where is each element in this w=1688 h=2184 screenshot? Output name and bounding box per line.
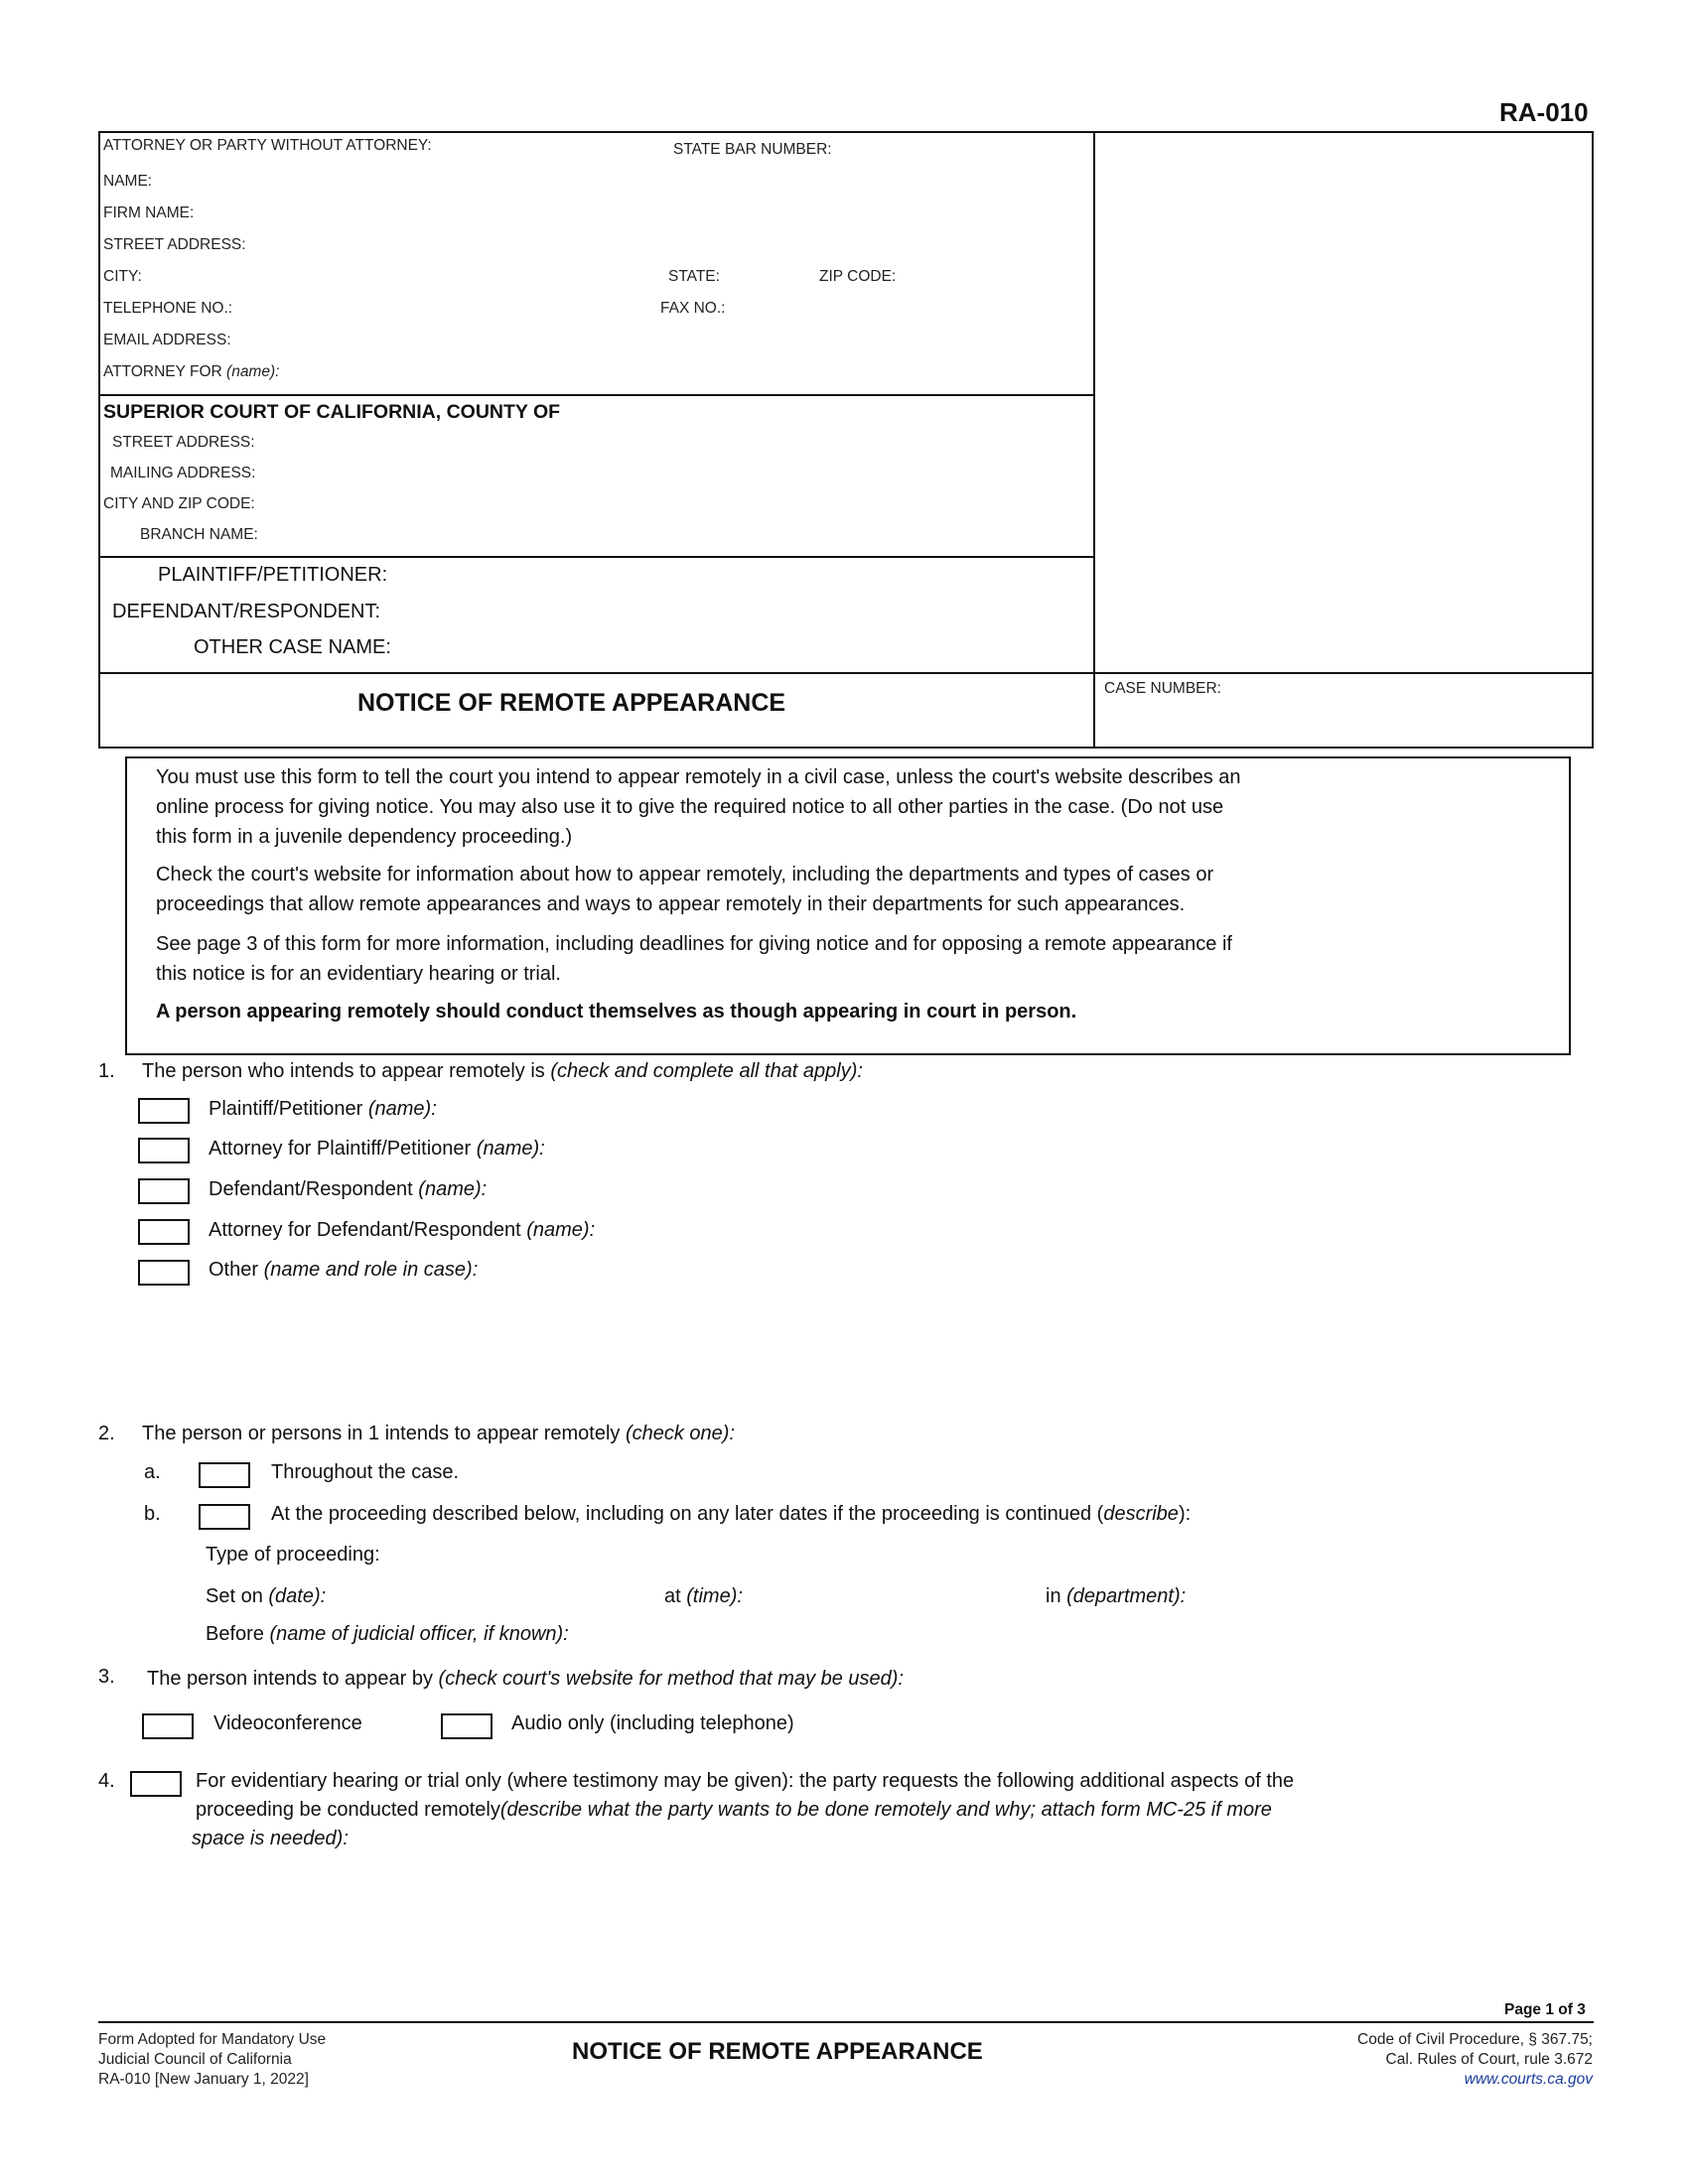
attorney-for-label — [103, 363, 279, 381]
videoconference-label: Videoconference — [213, 1712, 362, 1734]
page-number: Page 1 of 3 — [1504, 2001, 1586, 2018]
email-label: EMAIL ADDRESS: — [103, 332, 231, 348]
in-hint: (department): — [1066, 1585, 1187, 1607]
item1-attorney-defendant-label — [209, 1219, 595, 1242]
item1-defendant-label — [209, 1178, 487, 1201]
set-on-text: Set on — [206, 1585, 263, 1607]
footer-revision: RA-010 [New January 1, 2022] — [98, 2071, 309, 2088]
item1-plaintiff-hint: (name): — [367, 1098, 437, 1120]
item1-plaintiff-text: Plaintiff/Petitioner — [209, 1098, 363, 1120]
attorney-for-hint: (name): — [226, 363, 280, 380]
instructions-p3-line1: See page 3 of this form for more information, including deadlines for giving notice and for opposing a remote appearance if — [156, 933, 1232, 955]
item3-question — [147, 1668, 904, 1691]
fax-label: FAX NO.: — [660, 300, 726, 317]
item1-plaintiff-label — [209, 1098, 437, 1121]
item1-other-label — [209, 1259, 478, 1282]
instructions-p1-line1: You must use this form to tell the court you intend to appear remotely in a civil case, unless the court's website describes an — [156, 766, 1241, 788]
court-mailing-label: MAILING ADDRESS: — [110, 465, 256, 481]
zip-code-label: ZIP CODE: — [819, 268, 897, 285]
other-case-label: OTHER CASE NAME: — [194, 636, 391, 658]
instructions-p4: A person appearing remotely should conduct themselves as though appearing in court in person. — [156, 1001, 1077, 1023]
before-text: Before — [206, 1623, 264, 1645]
item1-other-text: Other — [209, 1259, 259, 1281]
caption-divider — [1093, 131, 1095, 749]
court-branch-label: BRANCH NAME: — [140, 526, 258, 543]
item2b-end: ): — [1178, 1503, 1192, 1525]
item4-line2-hint: (describe what the party wants to be done remotely and why; attach form MC-25 if more — [499, 1799, 1272, 1821]
item4-line2 — [196, 1799, 1272, 1822]
instructions-p2-line2: proceedings that allow remote appearances and ways to appear remotely in their departments for such appearances. — [156, 893, 1186, 915]
item2-text: The person or persons in 1 intends to appear remotely — [142, 1423, 621, 1444]
type-of-proceeding-label: Type of proceeding: — [206, 1544, 380, 1566]
item1-question — [142, 1060, 863, 1083]
videoconference-checkbox[interactable] — [142, 1713, 194, 1739]
court-title: SUPERIOR COURT OF CALIFORNIA, COUNTY OF — [103, 401, 561, 423]
footer-adopted: Form Adopted for Mandatory Use — [98, 2031, 327, 2048]
item1-plaintiff-checkbox[interactable] — [138, 1098, 190, 1124]
set-on-hint: (date): — [268, 1585, 327, 1607]
item1-attorney-plaintiff-label — [209, 1138, 545, 1160]
at-hint: (time): — [686, 1585, 743, 1607]
instructions-p1-line2: online process for giving notice. You may also use it to give the required notice to all other parties in the case. (Do not use — [156, 796, 1224, 818]
attorney-for-text: ATTORNEY FOR — [103, 363, 222, 380]
item4-number: 4. — [98, 1770, 115, 1792]
item4-line3: space is needed): — [192, 1828, 349, 1849]
item1-defendant-checkbox[interactable] — [138, 1178, 190, 1204]
item2a-label: Throughout the case. — [271, 1461, 460, 1483]
form-id: RA-010 — [1499, 97, 1589, 127]
before-judge-label — [206, 1623, 569, 1646]
form-title: NOTICE OF REMOTE APPEARANCE — [357, 689, 786, 717]
in-text: in — [1046, 1585, 1061, 1607]
item2-question — [142, 1423, 735, 1445]
item3-text: The person intends to appear by — [147, 1668, 433, 1690]
item1-defendant-text: Defendant/Respondent — [209, 1178, 413, 1200]
at-text: at — [664, 1585, 681, 1607]
item4-line2-text: proceeding be conducted remotely — [196, 1799, 500, 1821]
item3-hint: (check court's website for method that may be used): — [438, 1668, 905, 1690]
item2-hint: (check one): — [625, 1423, 736, 1444]
courts-website-link[interactable]: www.courts.ca.gov — [1464, 2071, 1593, 2088]
item1-other-checkbox[interactable] — [138, 1260, 190, 1286]
state-bar-label: STATE BAR NUMBER: — [673, 141, 832, 158]
item1-attorney-plaintiff-hint: (name): — [476, 1138, 545, 1160]
at-time-label — [664, 1585, 743, 1608]
court-parties-divider — [98, 556, 1095, 558]
item1-attorney-defendant-checkbox[interactable] — [138, 1219, 190, 1245]
item3-number: 3. — [98, 1666, 115, 1688]
item1-attorney-defendant-hint: (name): — [526, 1219, 596, 1241]
set-on-date-label — [206, 1585, 326, 1608]
item2b-checkbox[interactable] — [199, 1504, 250, 1530]
item1-attorney-defendant-text: Attorney for Defendant/Respondent — [209, 1219, 521, 1241]
item2b-text: At the proceeding described below, including on any later dates if the proceeding is continued ( — [271, 1503, 1104, 1525]
attorney-court-divider — [98, 394, 1095, 396]
firm-name-label: FIRM NAME: — [103, 205, 195, 221]
state-label: STATE: — [668, 268, 720, 285]
item1-hint: (check and complete all that apply): — [550, 1060, 863, 1082]
title-divider — [98, 672, 1594, 674]
item1-attorney-plaintiff-checkbox[interactable] — [138, 1138, 190, 1163]
item2a-letter: a. — [144, 1461, 161, 1483]
name-label: NAME: — [103, 173, 153, 190]
item4-line1: For evidentiary hearing or trial only (where testimony may be given): the party requests the following additional aspects of the — [196, 1770, 1295, 1792]
telephone-label: TELEPHONE NO.: — [103, 300, 233, 317]
item1-text: The person who intends to appear remotely is — [142, 1060, 545, 1082]
in-department-label — [1046, 1585, 1186, 1608]
city-label: CITY: — [103, 268, 142, 285]
footer-rule — [98, 2021, 1594, 2023]
footer-council: Judicial Council of California — [98, 2051, 292, 2068]
footer-title: NOTICE OF REMOTE APPEARANCE — [572, 2038, 983, 2065]
item2a-checkbox[interactable] — [199, 1462, 250, 1488]
item1-defendant-hint: (name): — [418, 1178, 488, 1200]
item2b-label — [271, 1503, 1191, 1526]
item2b-hint: describe — [1103, 1503, 1179, 1525]
footer-rules: Cal. Rules of Court, rule 3.672 — [1385, 2051, 1593, 2068]
item1-number: 1. — [98, 1060, 115, 1082]
item4-checkbox[interactable] — [130, 1771, 182, 1797]
audio-only-checkbox[interactable] — [441, 1713, 492, 1739]
street-address-label: STREET ADDRESS: — [103, 236, 246, 253]
item1-other-hint: (name and role in case): — [263, 1259, 479, 1281]
case-number-label: CASE NUMBER: — [1104, 680, 1221, 697]
item2-number: 2. — [98, 1423, 115, 1444]
defendant-label: DEFENDANT/RESPONDENT: — [112, 601, 381, 622]
attorney-party-label: ATTORNEY OR PARTY WITHOUT ATTORNEY: — [103, 137, 432, 154]
instructions-p3-line2: this notice is for an evidentiary hearing or trial. — [156, 963, 561, 985]
plaintiff-label: PLAINTIFF/PETITIONER: — [158, 564, 388, 586]
audio-only-label: Audio only (including telephone) — [511, 1712, 794, 1734]
item2b-letter: b. — [144, 1503, 161, 1525]
footer-code: Code of Civil Procedure, § 367.75; — [1357, 2031, 1593, 2048]
before-hint: (name of judicial officer, if known): — [269, 1623, 569, 1645]
instructions-p2-line1: Check the court's website for information about how to appear remotely, including the departments and types of cases or — [156, 864, 1214, 886]
court-street-label: STREET ADDRESS: — [112, 434, 255, 451]
court-city-zip-label: CITY AND ZIP CODE: — [103, 495, 255, 512]
footer-url-wrap — [1465, 2071, 1593, 2089]
instructions-p1-line3: this form in a juvenile dependency proceeding.) — [156, 826, 573, 848]
item1-attorney-plaintiff-text: Attorney for Plaintiff/Petitioner — [209, 1138, 472, 1160]
